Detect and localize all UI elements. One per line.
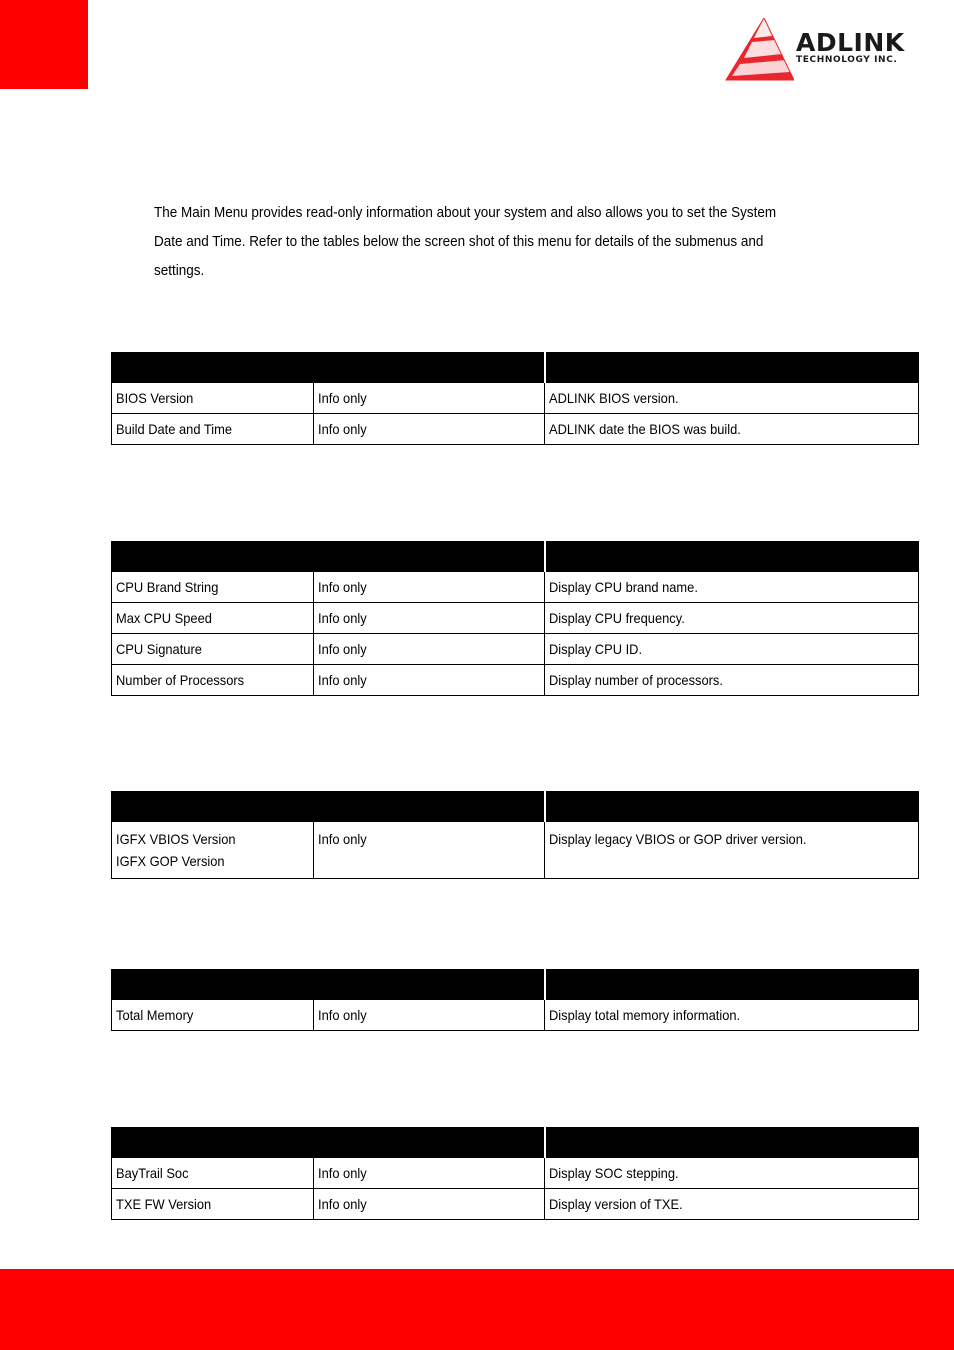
table-header-row — [112, 792, 919, 822]
description-cell: Display legacy VBIOS or GOP driver version. — [545, 822, 919, 879]
logo-name: ADLINK — [796, 28, 905, 57]
option-cell: Info only — [314, 603, 545, 634]
intro-line-2: Date and Time. Refer to the tables below the screen shot of this menu for details of the submenus and — [154, 234, 764, 250]
bios-info-table — [111, 352, 919, 445]
table-header-cell — [112, 1128, 545, 1158]
intro-line-3: settings. — [154, 263, 205, 279]
table-row — [112, 1158, 919, 1189]
item-name-cell: BIOS Version — [112, 383, 314, 414]
soc-info-table — [111, 1127, 919, 1220]
table-header-cell — [112, 970, 545, 1000]
description-cell: Display version of TXE. — [545, 1189, 919, 1220]
description-cell: Display CPU brand name. — [545, 572, 919, 603]
intro-line-1: The Main Menu provides read-only information about your system and also allows you to set the System — [154, 205, 777, 221]
table-row — [112, 634, 919, 665]
logo-tagline: TECHNOLOGY INC. — [796, 55, 898, 65]
table-row — [112, 822, 919, 879]
option-cell: Info only — [314, 383, 545, 414]
item-name-cell: CPU Signature — [112, 634, 314, 665]
description-cell: Display CPU ID. — [545, 634, 919, 665]
table-header-cell — [112, 792, 545, 822]
graphics-info-table — [111, 791, 919, 879]
table-row — [112, 603, 919, 634]
item-name-cell: TXE FW Version — [112, 1189, 314, 1220]
processor-info-table — [111, 541, 919, 696]
intro-paragraph — [154, 199, 796, 286]
table-header-cell — [545, 542, 919, 572]
table-header-cell — [112, 542, 545, 572]
option-cell: Info only — [314, 1189, 545, 1220]
table-header-row — [112, 542, 919, 572]
table-header-row — [112, 1128, 919, 1158]
option-cell: Info only — [314, 822, 545, 879]
description-cell: ADLINK BIOS version. — [545, 383, 919, 414]
table-row — [112, 1000, 919, 1031]
table-header-cell — [545, 353, 919, 383]
table-header-cell — [545, 970, 919, 1000]
option-cell: Info only — [314, 1000, 545, 1031]
table-header-row — [112, 970, 919, 1000]
option-cell: Info only — [314, 572, 545, 603]
option-cell: Info only — [314, 1158, 545, 1189]
footer-red-bar — [0, 1269, 954, 1350]
description-cell: Display SOC stepping. — [545, 1158, 919, 1189]
description-cell: Display total memory information. — [545, 1000, 919, 1031]
item-name-cell: BayTrail Soc — [112, 1158, 314, 1189]
table-row — [112, 572, 919, 603]
option-cell: Info only — [314, 634, 545, 665]
memory-info-table — [111, 969, 919, 1031]
description-cell: ADLINK date the BIOS was build. — [545, 414, 919, 445]
table-header-cell — [545, 792, 919, 822]
item-name-cell: IGFX VBIOS Version IGFX GOP Version — [112, 822, 314, 879]
description-cell: Display number of processors. — [545, 665, 919, 696]
table-header-row — [112, 353, 919, 383]
item-name-cell: CPU Brand String — [112, 572, 314, 603]
table-row — [112, 665, 919, 696]
item-name-cell: Total Memory — [112, 1000, 314, 1031]
header-red-block — [0, 0, 88, 89]
option-cell: Info only — [314, 414, 545, 445]
table-header-cell — [545, 1128, 919, 1158]
option-cell: Info only — [314, 665, 545, 696]
logo-triangle-icon — [724, 18, 794, 84]
table-row — [112, 1189, 919, 1220]
item-name-cell: Number of Processors — [112, 665, 314, 696]
table-row — [112, 383, 919, 414]
item-name-cell: Build Date and Time — [112, 414, 314, 445]
table-row — [112, 414, 919, 445]
adlink-logo — [724, 18, 936, 84]
item-name-cell: Max CPU Speed — [112, 603, 314, 634]
description-cell: Display CPU frequency. — [545, 603, 919, 634]
table-header-cell — [112, 353, 545, 383]
